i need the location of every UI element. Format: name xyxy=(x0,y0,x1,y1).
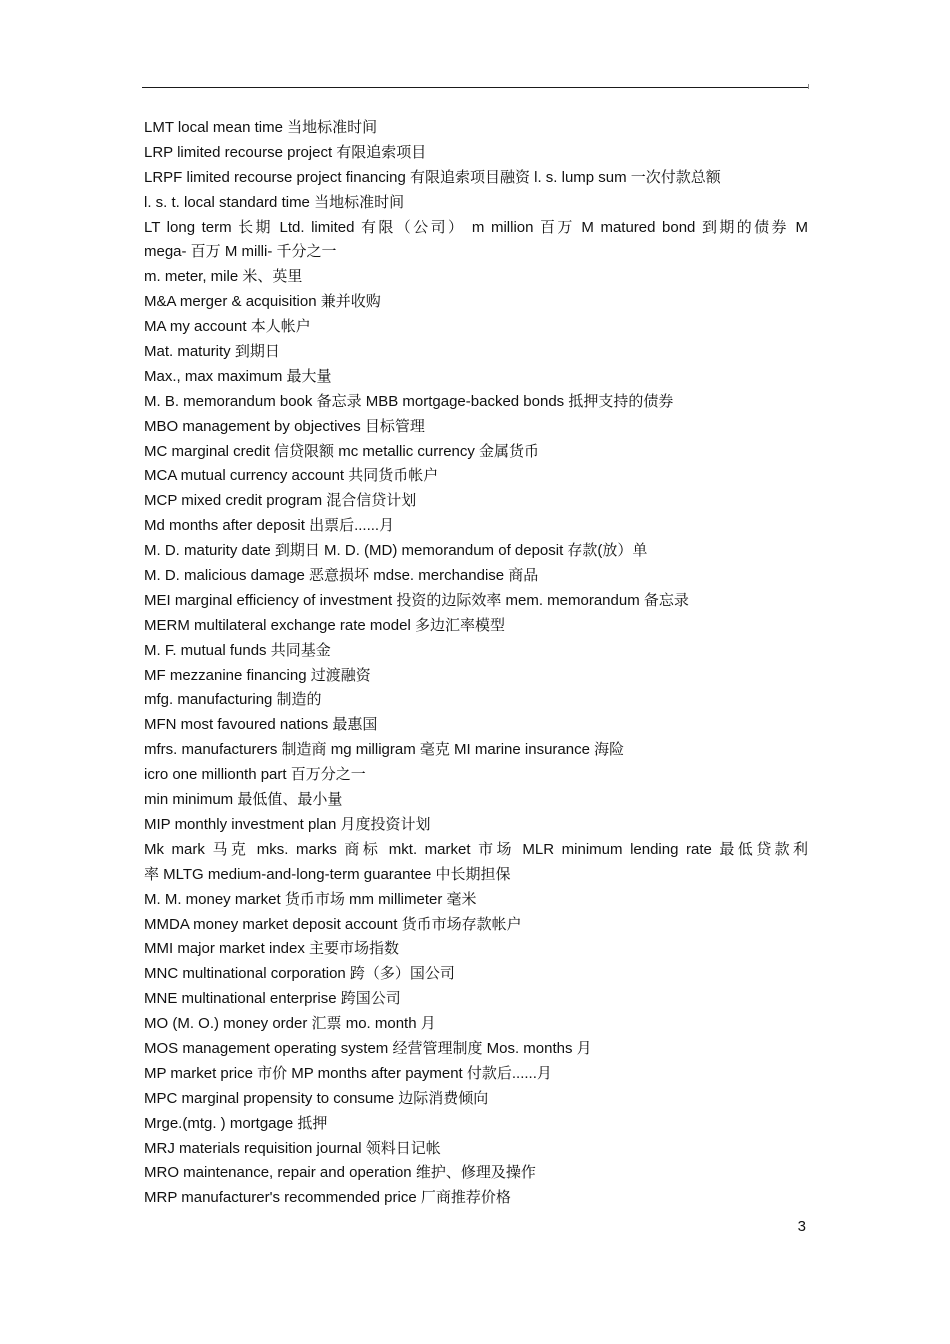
glossary-line: 率 MLTG medium-and-long-term guarantee 中长期担保 xyxy=(144,865,511,883)
glossary-line: Mrge.(mtg. ) mortgage 抵押 xyxy=(144,1114,328,1132)
glossary-line: m. meter, mile 米、英里 xyxy=(144,268,303,286)
glossary-line: Mk mark 马克 mks. marks 商标 mkt. market 市场 MLR minimum lending rate 最低贷款利 xyxy=(144,840,808,858)
glossary-line: LRP limited recourse project 有限追索项目 xyxy=(144,143,427,161)
glossary-line: MEI marginal efficiency of investment 投资的边际效率 mem. memorandum 备忘录 xyxy=(144,591,689,609)
glossary-line: LT long term 长期 Ltd. limited 有限（公司） m million 百万 M matured bond 到期的债券 M xyxy=(144,218,808,236)
glossary-line: MMDA money market deposit account 货币市场存款帐户 xyxy=(144,915,522,933)
glossary-line: min minimum 最低值、最小量 xyxy=(144,791,343,809)
glossary-line: l. s. t. local standard time 当地标准时间 xyxy=(144,193,405,211)
glossary-content xyxy=(144,116,808,1211)
glossary-line: Md months after deposit 出票后......月 xyxy=(144,517,395,535)
glossary-line: LMT local mean time 当地标准时间 xyxy=(144,119,378,136)
glossary-line: MRP manufacturer's recommended price 厂商推荐价格 xyxy=(144,1189,511,1207)
glossary-line: icro one millionth part 百万分之一 xyxy=(144,766,366,784)
glossary-line: M. D. malicious damage 恶意损坏 mdse. merchandise 商品 xyxy=(144,567,539,585)
glossary-line: MRJ materials requisition journal 领料日记帐 xyxy=(144,1139,441,1157)
glossary-line: MA my account 本人帐户 xyxy=(144,318,311,336)
glossary-line: MNE multinational enterprise 跨国公司 xyxy=(144,990,401,1008)
glossary-line: MNC multinational corporation 跨（多）国公司 xyxy=(144,965,455,983)
glossary-line: MERM multilateral exchange rate model 多边汇率模型 xyxy=(144,616,505,634)
glossary-line: M. B. memorandum book 备忘录 MBB mortgage-backed bonds 抵押支持的债券 xyxy=(144,392,674,410)
glossary-line: MCA mutual currency account 共同货币帐户 xyxy=(144,467,439,485)
glossary-line: mfg. manufacturing 制造的 xyxy=(144,691,322,709)
page-number: 3 xyxy=(797,1218,806,1235)
glossary-line: Mat. maturity 到期日 xyxy=(144,343,280,361)
glossary-line: MMI major market index 主要市场指数 xyxy=(144,940,400,958)
glossary-line: M. M. money market 货币市场 mm millimeter 毫米 xyxy=(144,890,477,908)
glossary-line: MOS management operating system 经营管理制度 Mos. months 月 xyxy=(144,1039,592,1057)
header-rule xyxy=(142,87,808,88)
glossary-line: mfrs. manufacturers 制造商 mg milligram 毫克 MI marine insurance 海险 xyxy=(144,741,625,759)
glossary-line: MC marginal credit 信贷限额 mc metallic currency 金属货币 xyxy=(144,442,540,460)
glossary-line: Max., max maximum 最大量 xyxy=(144,367,332,385)
glossary-line: LRPF limited recourse project financing 有限追索项目融资 l. s. lump sum 一次付款总额 xyxy=(144,168,721,186)
glossary-line: MFN most favoured nations 最惠国 xyxy=(144,716,378,734)
glossary-line: M. F. mutual funds 共同基金 xyxy=(144,641,331,659)
glossary-line: MP market price 市价 MP months after payment 付款后......月 xyxy=(144,1064,552,1082)
glossary-line: M. D. maturity date 到期日 M. D. (MD) memorandum of deposit 存款(放）单 xyxy=(144,542,648,560)
glossary-line: MF mezzanine financing 过渡融资 xyxy=(144,666,371,684)
glossary-line: M&A merger & acquisition 兼并收购 xyxy=(144,293,381,311)
glossary-line: MBO management by objectives 目标管理 xyxy=(144,417,425,435)
glossary-line: MRO maintenance, repair and operation 维护、修理及操作 xyxy=(144,1164,536,1182)
glossary-line: MO (M. O.) money order 汇票 mo. month 月 xyxy=(144,1015,436,1033)
header-rule-tick xyxy=(808,84,809,89)
glossary-line: mega- 百万 M milli- 千分之一 xyxy=(144,243,337,261)
glossary-line: MPC marginal propensity to consume 边际消费倾向 xyxy=(144,1089,489,1107)
glossary-line: MIP monthly investment plan 月度投资计划 xyxy=(144,815,431,833)
glossary-line: MCP mixed credit program 混合信贷计划 xyxy=(144,492,417,510)
